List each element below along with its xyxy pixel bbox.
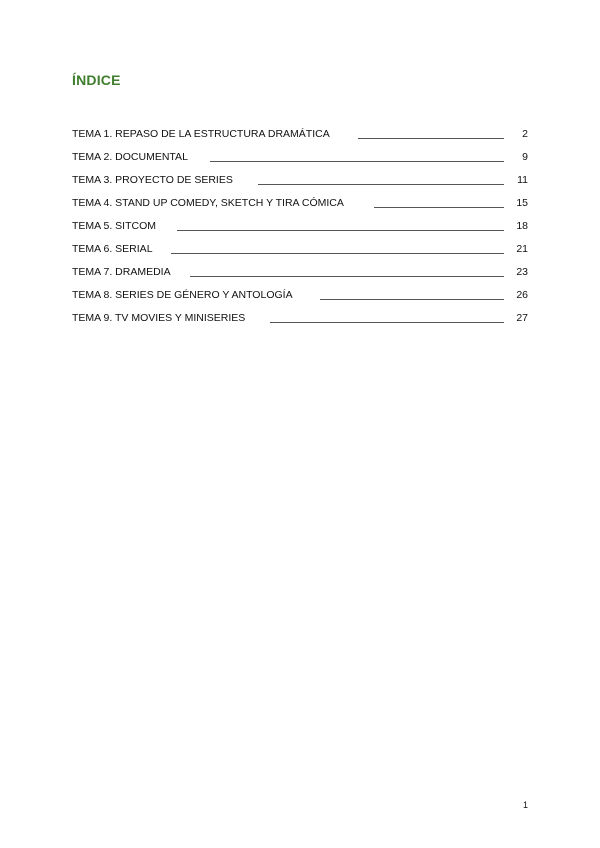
toc-page-number: 27 (516, 312, 528, 324)
toc-entry-3 (72, 174, 528, 197)
toc-page-number: 21 (516, 243, 528, 255)
toc-entry-5 (72, 220, 528, 243)
toc-dot-leader (210, 161, 504, 162)
toc-entry-label: TEMA 3. PROYECTO DE SERIES (72, 174, 233, 186)
toc-dot-leader (320, 299, 504, 300)
toc-entry-9 (72, 312, 528, 335)
toc-dot-leader (177, 230, 504, 231)
toc-entry-8 (72, 289, 528, 312)
toc-entry-label: TEMA 9. TV MOVIES Y MINISERIES (72, 312, 246, 324)
index-title: ÍNDICE (72, 72, 121, 88)
toc-page-number: 26 (516, 289, 528, 301)
toc-entry-2 (72, 151, 528, 174)
toc-dot-leader (258, 184, 504, 185)
toc-page-number: 2 (522, 128, 528, 140)
table-of-contents (72, 128, 528, 335)
toc-page-number: 23 (516, 266, 528, 278)
toc-page-number: 18 (516, 220, 528, 232)
toc-entry-label: TEMA 8. SERIES DE GÉNERO Y ANTOLOGÍA (72, 289, 293, 301)
toc-page-number: 15 (516, 197, 528, 209)
toc-dot-leader (171, 253, 504, 254)
toc-entry-label: TEMA 6. SERIAL (72, 243, 153, 255)
toc-entry-label: TEMA 4. STAND UP COMEDY, SKETCH Y TIRA CÓMICA (72, 197, 344, 209)
toc-dot-leader (190, 276, 504, 277)
toc-entry-label: TEMA 7. DRAMEDIA (72, 266, 171, 278)
toc-dot-leader (358, 138, 504, 139)
toc-entry-label: TEMA 5. SITCOM (72, 220, 157, 232)
toc-entry-1 (72, 128, 528, 151)
toc-entry-4 (72, 197, 528, 220)
toc-entry-label: TEMA 1. REPASO DE LA ESTRUCTURA DRAMÁTICA (72, 128, 330, 140)
toc-dot-leader (270, 322, 504, 323)
toc-page-number: 11 (517, 174, 528, 186)
toc-entry-label: TEMA 2. DOCUMENTAL (72, 151, 188, 163)
toc-dot-leader (374, 207, 504, 208)
toc-entry-7 (72, 266, 528, 289)
page-number: 1 (522, 800, 528, 810)
toc-entry-6 (72, 243, 528, 266)
toc-page-number: 9 (522, 151, 528, 163)
